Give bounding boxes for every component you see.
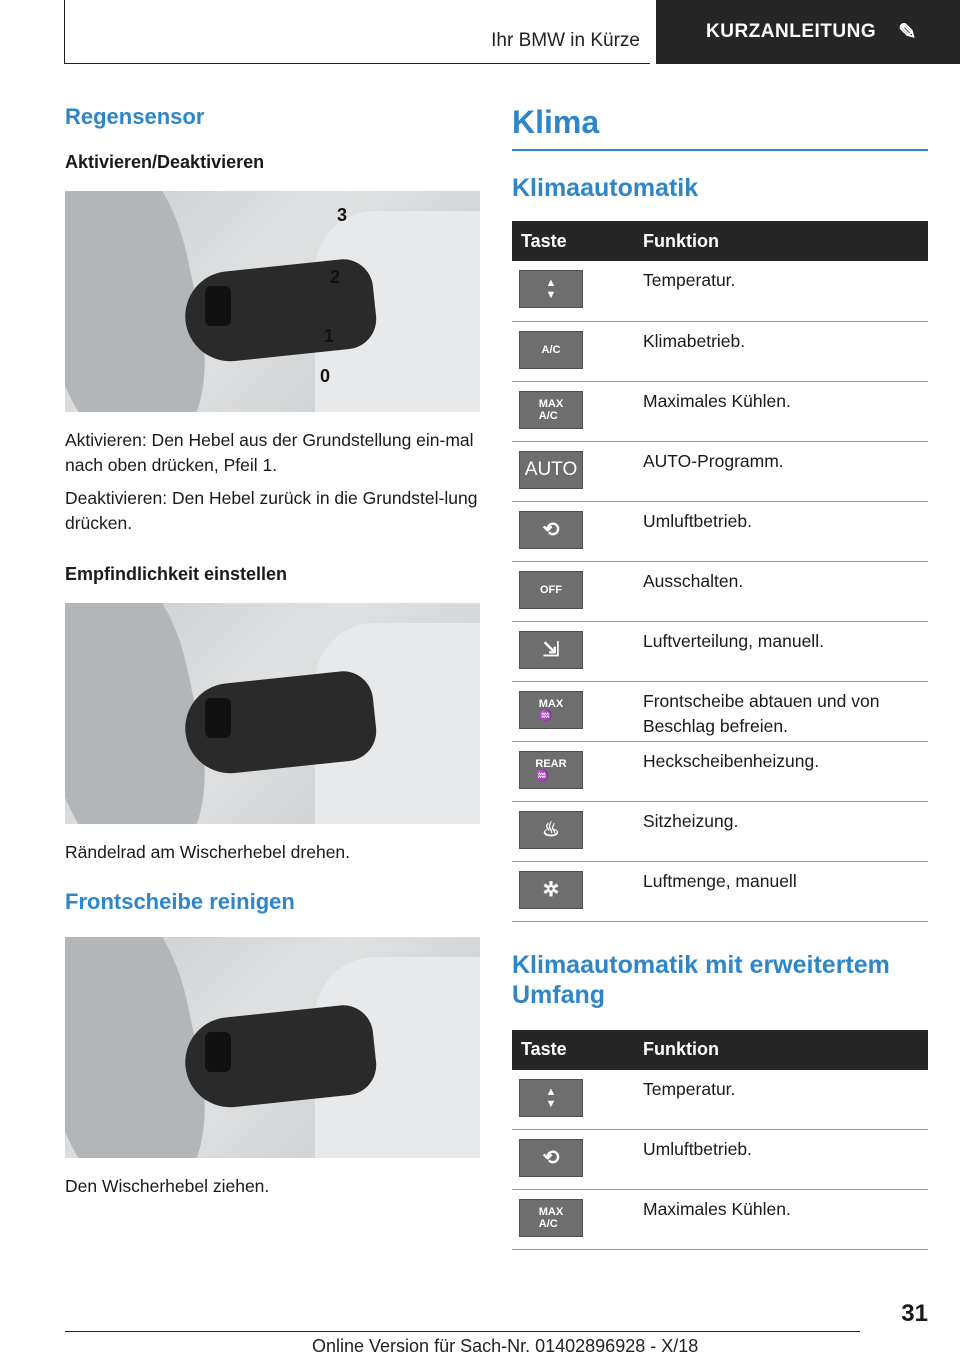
function-text: Temperatur. <box>643 261 928 321</box>
col-func-header: Funktion <box>643 1030 928 1070</box>
table-row <box>512 1130 928 1190</box>
activate-heading: Aktivieren/Deaktivieren <box>65 152 265 172</box>
button-symbol: ⟲ <box>519 1139 583 1177</box>
button-symbol: ⟲ <box>519 511 583 549</box>
clean-text: Den Wischerhebel ziehen. <box>65 1176 270 1196</box>
pin-icon: ✎ <box>898 19 918 44</box>
table-row <box>512 321 928 381</box>
sensitivity-text: Rändelrad am Wischerhebel drehen. <box>65 842 351 862</box>
header-rule-bottom <box>64 63 650 64</box>
table-row <box>512 381 928 441</box>
table-row <box>512 861 928 921</box>
right-column <box>512 100 928 1278</box>
arrow-mark: 2 <box>330 267 341 287</box>
button-symbol: ✲ <box>519 871 583 909</box>
button-symbol: ▲ ▼ <box>519 270 583 308</box>
button-symbol: REAR ♒ <box>519 751 583 789</box>
button-symbol: MAX A/C <box>519 391 583 429</box>
table-row <box>512 501 928 561</box>
rain-sensor-heading: Regensensor <box>65 104 205 129</box>
button-symbol: OFF <box>519 571 583 609</box>
extended-heading: Klimaautomatik mit erweitertem Umfang <box>512 950 890 1009</box>
klima-heading: Klima <box>512 104 928 151</box>
climate-table-2 <box>512 1030 928 1251</box>
table-row <box>512 681 928 741</box>
activate-text: Aktivieren: Den Hebel aus der Grundstellung ein-mal nach oben drücken, Pfeil 1. <box>65 430 474 475</box>
deactivate-text: Deaktivieren: Den Hebel zurück in die Grundstel-lung drücken. <box>65 488 478 533</box>
function-text: Umluftbetrieb. <box>643 1130 928 1190</box>
function-text: Maximales Kühlen. <box>643 1190 928 1250</box>
wiper-lever-photo-3 <box>65 937 480 1158</box>
sensitivity-heading: Empfindlichkeit einstellen <box>65 564 288 584</box>
klimaautomatik-heading: Klimaautomatik <box>512 174 699 202</box>
function-text: Klimabetrieb. <box>643 321 928 381</box>
function-text: Temperatur. <box>643 1070 928 1130</box>
table-row <box>512 561 928 621</box>
button-symbol: ♨ <box>519 811 583 849</box>
arrow-mark: 1 <box>324 326 335 346</box>
col-key-header: Taste <box>512 221 643 261</box>
header-rule-left <box>64 0 65 64</box>
left-column <box>65 100 480 1207</box>
arrow-mark: 3 <box>337 205 348 225</box>
clean-windscreen-heading: Frontscheibe reinigen <box>65 889 295 914</box>
footer-online-version: Online Version für Sach-Nr. 01402896928 - X/18 <box>312 1336 699 1356</box>
wiper-lever-photo-1 <box>65 191 480 412</box>
function-text: Maximales Kühlen. <box>643 381 928 441</box>
table-row <box>512 801 928 861</box>
table-row <box>512 621 928 681</box>
button-symbol: A/C <box>519 331 583 369</box>
function-text: AUTO-Programm. <box>643 441 928 501</box>
function-text: Ausschalten. <box>643 561 928 621</box>
button-symbol: MAX A/C <box>519 1199 583 1237</box>
button-symbol: AUTO <box>519 451 583 489</box>
function-text: Luftmenge, manuell <box>643 861 928 921</box>
function-text: Heckscheibenheizung. <box>643 741 928 801</box>
button-symbol: MAX ♒ <box>519 691 583 729</box>
table-row <box>512 1190 928 1250</box>
function-text: Frontscheibe abtauen und von Beschlag befreien. <box>643 681 928 741</box>
footer-rule <box>65 1331 860 1332</box>
table-row <box>512 741 928 801</box>
header-section-title: Ihr BMW in Kürze <box>491 30 640 51</box>
col-func-header: Funktion <box>643 221 928 261</box>
header-chapter-tab <box>656 0 960 64</box>
wiper-lever-photo-2 <box>65 603 480 824</box>
function-text: Luftverteilung, manuell. <box>643 621 928 681</box>
button-symbol: ⇲ <box>519 631 583 669</box>
chapter-tab-label: KURZANLEITUNG <box>706 21 877 42</box>
table-row <box>512 441 928 501</box>
table-row <box>512 1070 928 1130</box>
function-text: Sitzheizung. <box>643 801 928 861</box>
button-symbol: ▲ ▼ <box>519 1079 583 1117</box>
climate-table-1 <box>512 221 928 922</box>
function-text: Umluftbetrieb. <box>643 501 928 561</box>
col-key-header: Taste <box>512 1030 643 1070</box>
arrow-mark: 0 <box>320 366 331 386</box>
table-row <box>512 261 928 321</box>
page-number: 31 <box>901 1300 928 1327</box>
